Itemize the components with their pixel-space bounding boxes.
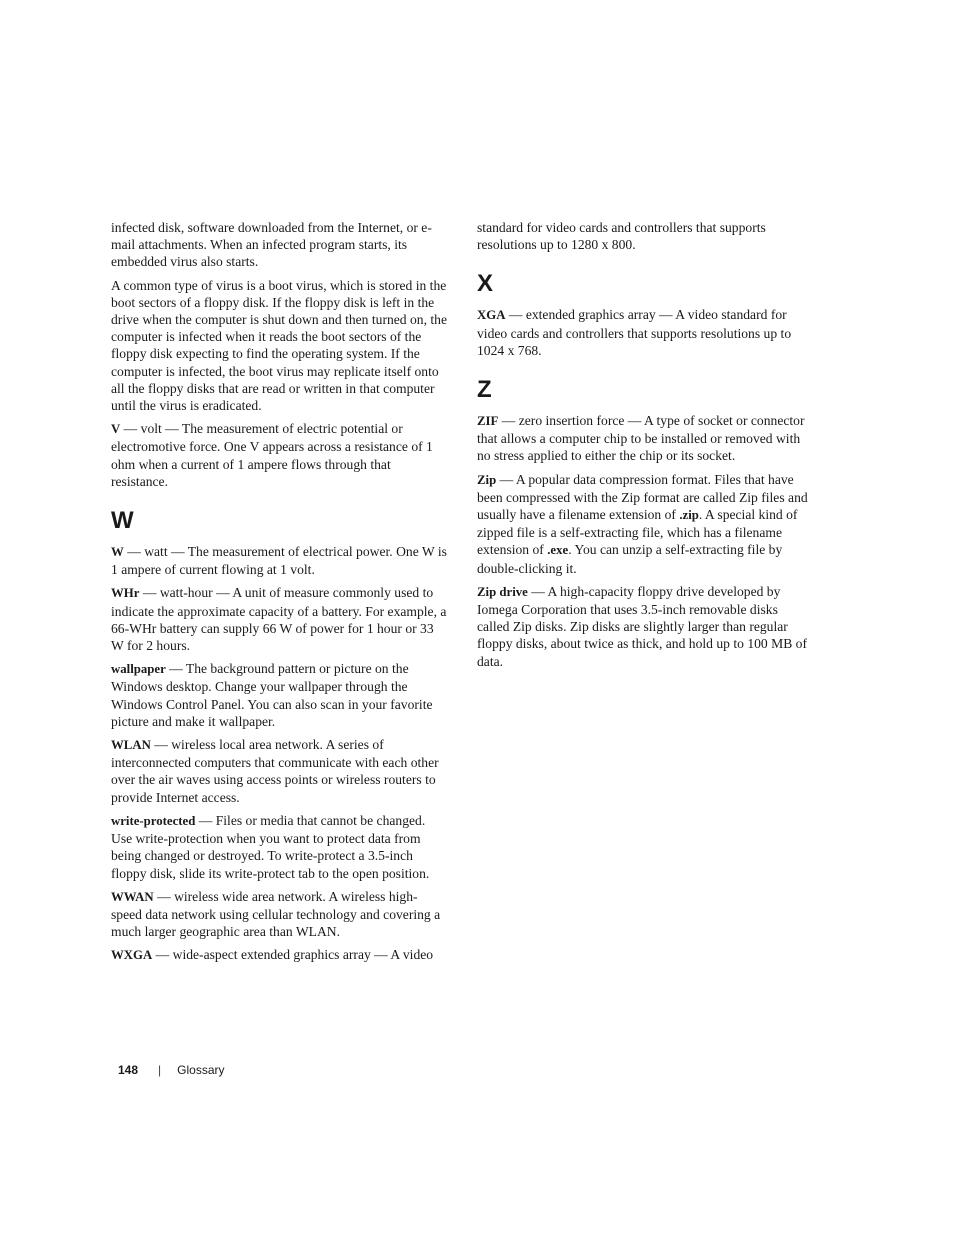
definition-w: — watt — The measurement of electrical power. One W is 1 ampere of current flowing at 1 volt. [111, 544, 447, 578]
footer-section-title: Glossary [177, 1063, 225, 1077]
definition-wwan: — wireless wide area network. A wireless high-speed data network using cellular technology and covering a much larger geographic area than WLAN. [111, 888, 441, 940]
virus-continuation-paragraph: infected disk, software downloaded from the Internet, or e-mail attachments. When an infected program starts, its embedded virus also starts. [111, 220, 432, 270]
definition-zip-part2: . A special kind of zipped file is a self-extracting file, which has a filename extension of [477, 507, 798, 558]
footer-separator: | [158, 1063, 162, 1077]
glossary-entry-zip [477, 471, 813, 577]
definition-wxga: — wide-aspect extended graphics array — A video [152, 947, 434, 963]
term-whr: WHr [111, 586, 140, 601]
glossary-entry-write-protected [111, 812, 447, 882]
term-zip: Zip [477, 472, 497, 487]
definition-wallpaper: — The background pattern or picture on the Windows desktop. Change your wallpaper through the Windows Control Panel. You can also scan in your favorite picture and make it wallpaper. [111, 661, 433, 729]
glossary-entry-wwan [111, 888, 447, 941]
definition-zip-part1: — A popular data compression format. Files that have been compressed with the Zip format are called Zip files and usually have a filename extension of [477, 471, 808, 523]
zip-extension: .zip [679, 508, 699, 523]
glossary-entry-w [111, 543, 447, 578]
boot-virus-paragraph: A common type of virus is a boot virus, which is stored in the boot sectors of a floppy disk. If the floppy disk is left in the drive when the computer is shut down and then turned on, the computer is infected when it reads the boot sectors of the floppy disk expecting to find the operating system. If the computer is infected, the boot virus may replicate itself onto all the floppy disks that are read or written in that computer until the virus is eradicated. [111, 277, 447, 414]
section-heading-w: W [111, 507, 134, 535]
glossary-entry-whr [111, 584, 447, 654]
wxga-continuation-paragraph: standard for video cards and controllers that supports resolutions up to 1280 x 800. [477, 220, 766, 253]
term-write-protected: write-protected [111, 813, 196, 828]
glossary-entry-wxga [111, 946, 447, 964]
glossary-entry-wallpaper [111, 660, 447, 730]
glossary-entry-zif [477, 412, 813, 465]
term-wlan: WLAN [111, 738, 151, 753]
section-heading-z: Z [477, 376, 492, 404]
term-xga: XGA [477, 308, 506, 323]
glossary-entry-zip-drive [477, 583, 813, 670]
definition-zip-part3: . You can unzip a self-extracting file by double-clicking it. [477, 542, 783, 576]
page-number: 148 [118, 1063, 139, 1077]
section-heading-x: X [477, 270, 494, 298]
definition-wlan: — wireless local area network. A series of interconnected computers that communicate with each other over the air waves using access points or wireless routers to provide Internet access. [111, 737, 439, 805]
definition-xga: — extended graphics array — A video standard for video cards and controllers that supports resolutions up to 1024 x 768. [477, 307, 792, 358]
term-wallpaper: wallpaper [111, 662, 166, 677]
left-column [111, 219, 447, 971]
definition-zip-drive: — A high-capacity floppy drive developed by Iomega Corporation that uses 3.5-inch removable disks called Zip disks. Zip disks are slightly larger than regular floppy disks, about twice as thick, and hold up to 100 MB of data. [477, 583, 807, 669]
definition-v: — volt — The measurement of electric potential or electromotive force. One V appears across a resistance of 1 ohm when a current of 1 ampere flows through that resistance. [111, 421, 433, 489]
term-w: W [111, 545, 124, 560]
term-wwan: WWAN [111, 889, 154, 904]
right-column [477, 219, 813, 676]
glossary-entry-xga [477, 306, 813, 359]
term-zip-drive: Zip drive [477, 584, 528, 599]
term-zif: ZIF [477, 414, 499, 429]
term-v: V [111, 422, 121, 437]
page-footer [118, 1062, 225, 1078]
definition-zif: — zero insertion force — A type of socket or connector that allows a computer chip to be installed or removed with no stress applied to either the chip or its socket. [477, 413, 805, 464]
glossary-entry-v [111, 420, 447, 490]
exe-extension: .exe [547, 543, 569, 558]
definition-write-protected: — Files or media that cannot be changed. Use write-protection when you want to protect data from being changed or destroyed. To write-protect a 3.5-inch floppy disk, slide its write-protect tab to the open position. [111, 812, 430, 881]
glossary-entry-wlan [111, 736, 447, 806]
term-wxga: WXGA [111, 948, 153, 963]
definition-whr: — watt-hour — A unit of measure commonly used to indicate the approximate capacity of a battery. For example, a 66-WHr battery can supply 66 W of power for 1 hour or 33 W for 2 hours. [111, 585, 447, 654]
